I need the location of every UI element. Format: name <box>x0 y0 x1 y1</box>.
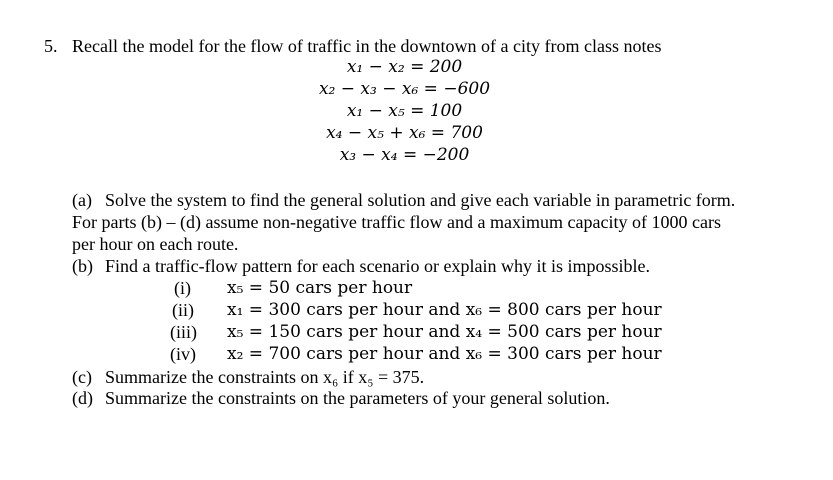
problem-intro: Recall the model for the flow of traffic in the downtown of a city from class notes <box>72 36 662 56</box>
scenario-iii-text: x₅ = 150 cars per hour and x₄ = 500 cars per hour <box>227 322 662 342</box>
equation-2: x₂ − x₃ − x₆ = −600 <box>318 79 491 99</box>
problem-number: 5. <box>44 36 58 56</box>
scenario-iv-text: x₂ = 700 cars per hour and x₆ = 300 cars per hour <box>227 344 662 364</box>
part-b-label: (b) <box>72 256 93 276</box>
scenario-i-text: x₅ = 50 cars per hour <box>227 278 413 298</box>
part-c-text: Summarize the constraints on x₆ if x₅ = 375. <box>105 367 425 387</box>
part-d-text: Summarize the constraints on the parameters of your general solution. <box>105 388 610 408</box>
equation-5: x₃ − x₄ = −200 <box>339 145 470 165</box>
part-a-line1: Solve the system to find the general solution and give each variable in parametric form. <box>105 190 736 210</box>
equation-4: x₄ − x₅ + x₆ = 700 <box>326 123 483 143</box>
part-c-label: (c) <box>72 367 92 387</box>
part-b-text: Find a traffic-flow pattern for each scenario or explain why it is impossible. <box>105 256 651 276</box>
part-a-line3: per hour on each route. <box>72 234 239 254</box>
scenario-ii-label: (ii) <box>172 300 194 320</box>
part-a-label: (a) <box>72 190 92 210</box>
scenario-i-label: (i) <box>174 278 191 298</box>
part-d-label: (d) <box>72 388 93 408</box>
scenario-iii-label: (iii) <box>170 322 197 342</box>
equation-3: x₁ − x₅ = 100 <box>346 101 463 121</box>
scenario-ii-text: x₁ = 300 cars per hour and x₆ = 800 cars per hour <box>227 300 662 320</box>
scenario-iv-label: (iv) <box>170 344 196 364</box>
part-a-line2: For parts (b) – (d) assume non-negative traffic flow and a maximum capacity of 1000 cars <box>72 212 721 232</box>
equation-1: x₁ − x₂ = 200 <box>346 57 463 77</box>
